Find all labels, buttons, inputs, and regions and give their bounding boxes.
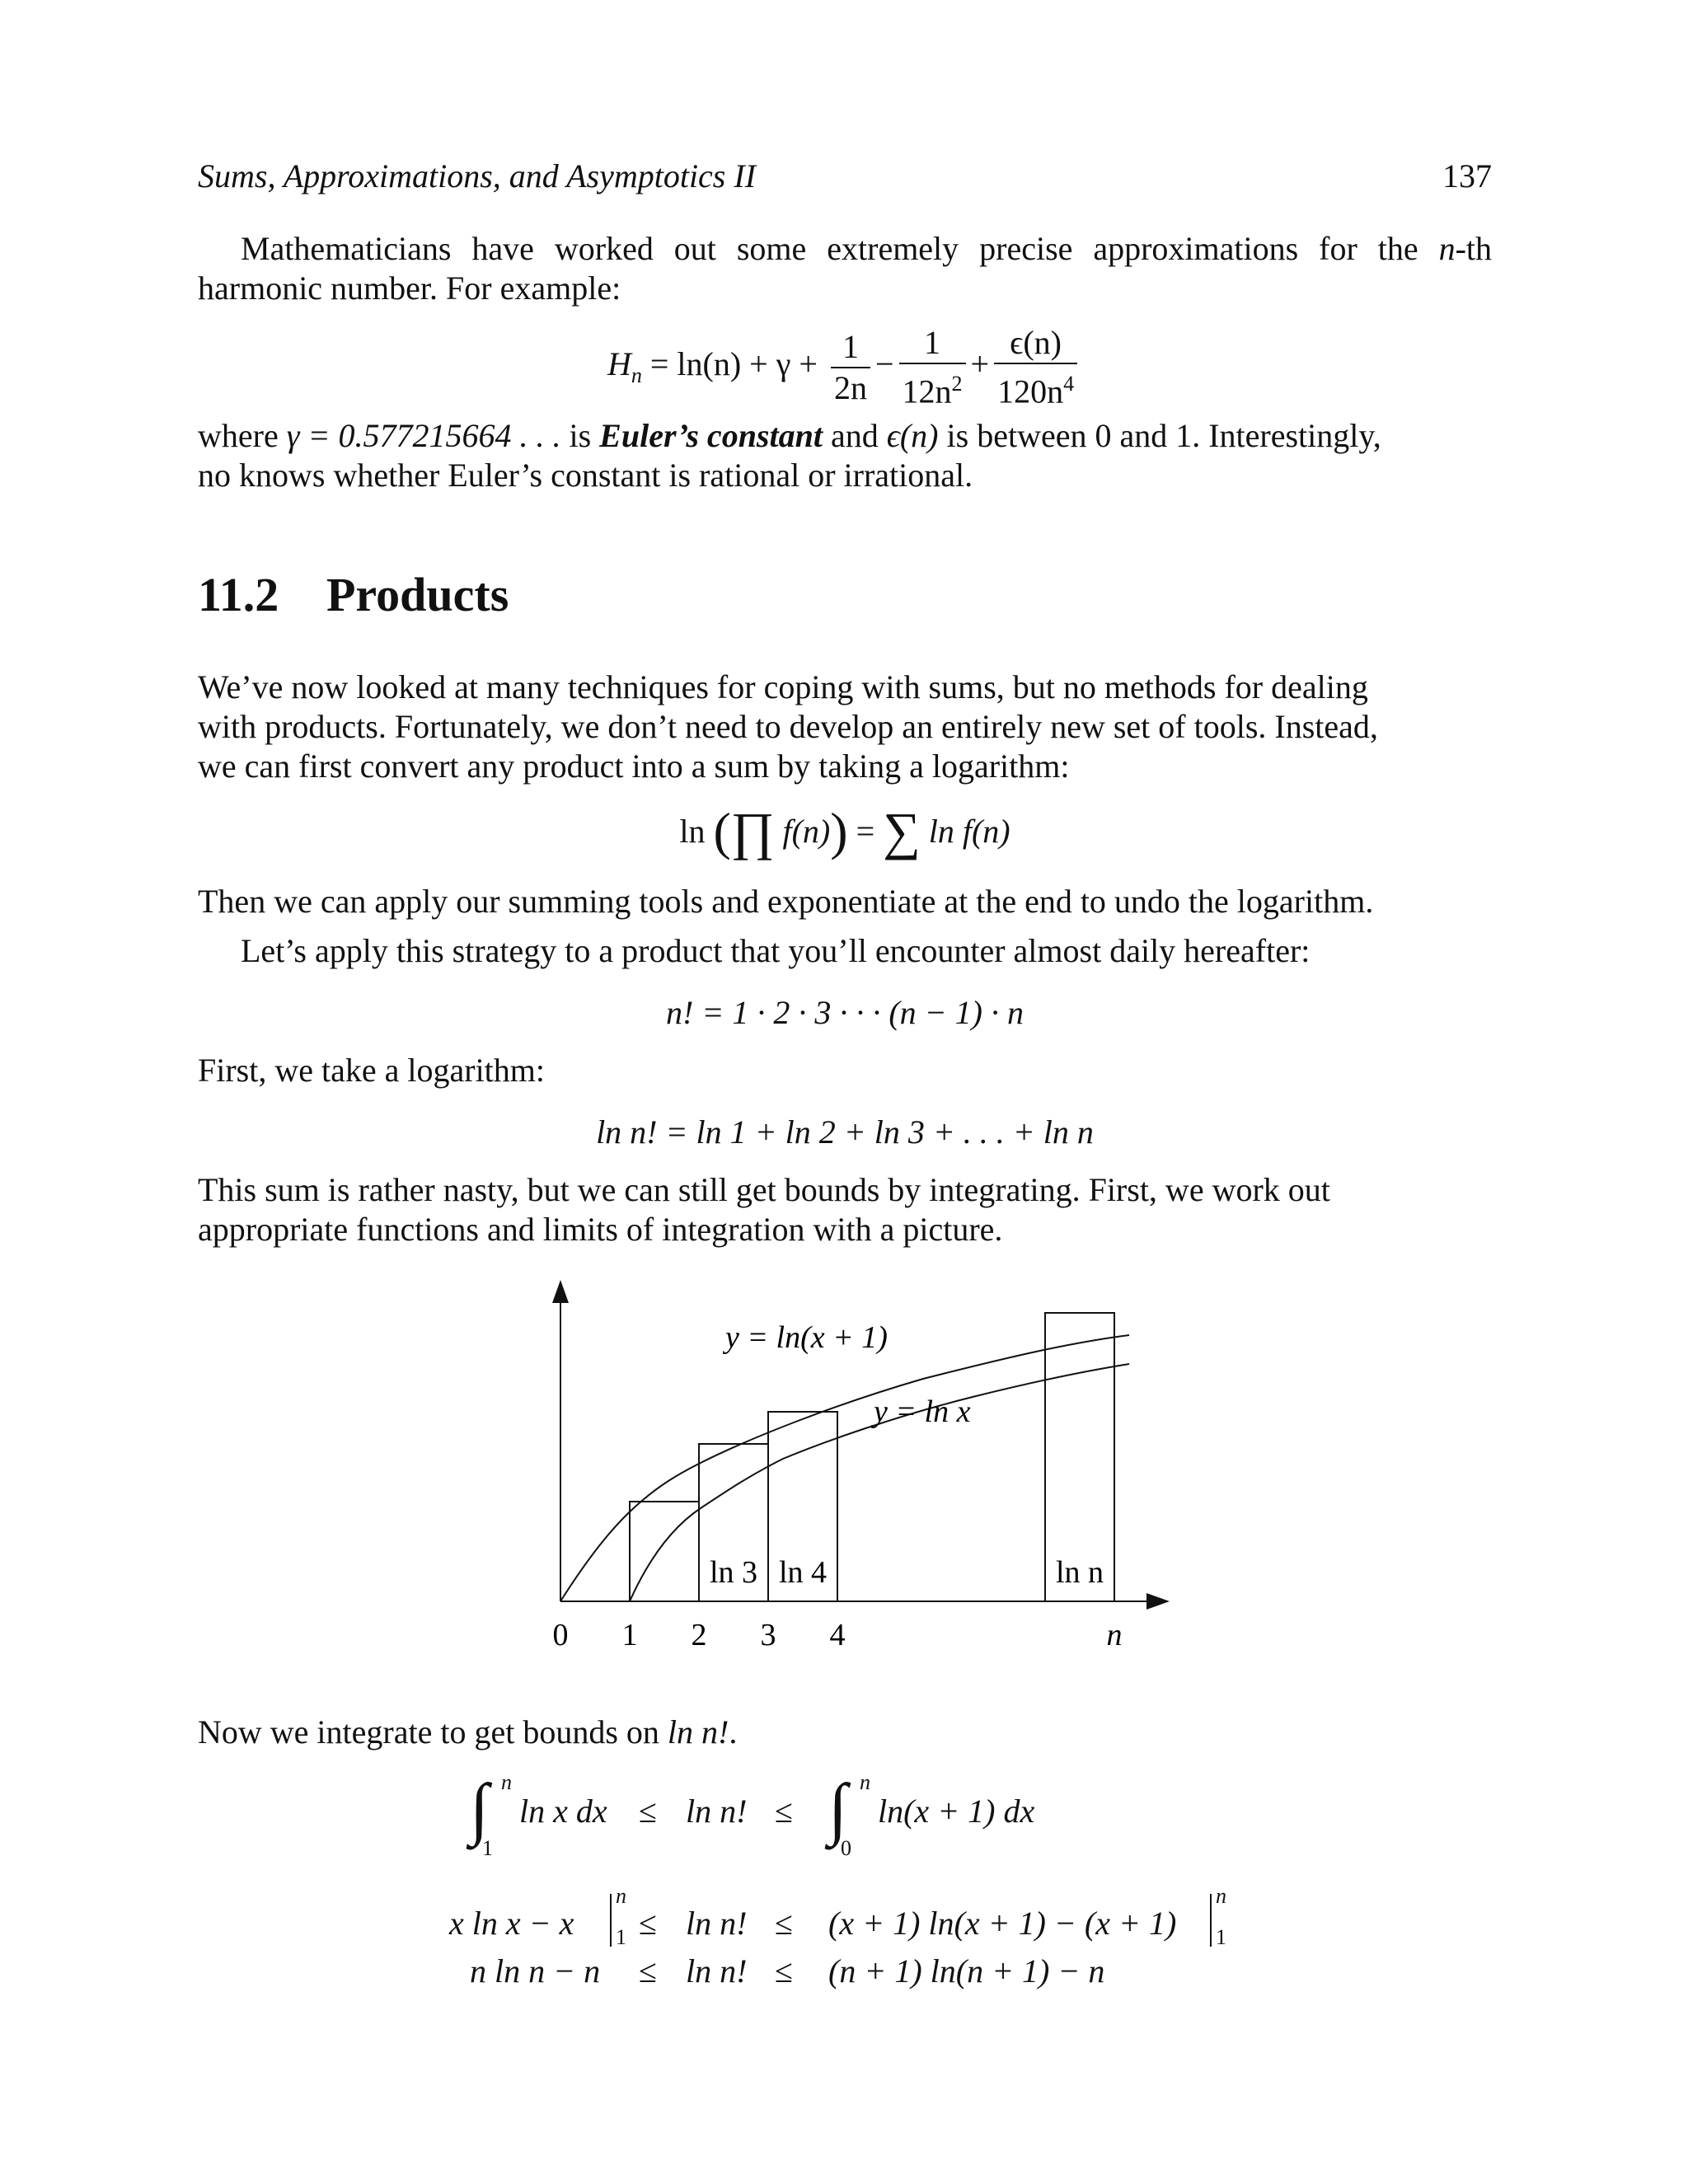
x-tick-label: 4 xyxy=(829,1618,846,1652)
paragraph-bounds: This sum is rather nasty, but we can still get bounds by integrating. First, we work out appropriate functions and limits of integration with a picture. xyxy=(198,1171,1330,1248)
box-label: ln n xyxy=(1055,1555,1104,1590)
paragraph-strategy: Let’s apply this strategy to a product that you’ll encounter almost daily hereafter: xyxy=(241,932,1311,969)
bounds-derivation: ∫ n 1 ln x dx ≤ ln n! ≤ ∫ n 0 ln(x + 1) dx x ln x − x n 1 ≤ ln n! ≤ (x + 1) ln(x + 1) − (x + 1) n 1 n ln n − n ≤ ln n! ≤ (n + 1) ln(n + 1) − n xyxy=(449,1770,1226,1990)
fraction-1: $\frac{1}{2n}$ xyxy=(831,327,870,408)
equation-harmonic: $H_n = \ln(n) + \gamma$ + $\frac{1}{2n}$ − $\frac{1}{12n^2}$ + $\frac{\epsilon(n)}{120n^4}$ xyxy=(198,323,1492,411)
x-tick-label: 2 xyxy=(691,1618,707,1652)
section-number: 11.2 xyxy=(198,568,279,621)
paragraph-take-log: First, we take a logarithm: xyxy=(198,1052,546,1089)
term-eulers-constant: Euler’s constant xyxy=(599,417,823,454)
equation-log-product: ln (∏ f(n)) = ∑ ln f(n) xyxy=(679,802,1010,860)
x-tick-label: 0 xyxy=(552,1618,569,1652)
evaluation-bar xyxy=(1210,1894,1212,1947)
label-y-ln-x-plus-1: y = ln(x + 1) xyxy=(725,1320,888,1355)
x-tick-label: 1 xyxy=(621,1618,638,1652)
section-heading xyxy=(198,567,509,622)
box-label: ln 4 xyxy=(778,1555,828,1590)
evaluation-bar xyxy=(610,1894,612,1947)
paragraph-integrate: Now we integrate to get bounds on ln n!. xyxy=(198,1713,738,1750)
fraction-2: $\frac{1}{12n^2}$ xyxy=(899,323,966,411)
running-header xyxy=(198,157,1492,195)
page-number: 137 xyxy=(1442,157,1492,194)
header-title: Sums, Approximations, and Asymptotics II xyxy=(198,157,757,194)
integration-figure xyxy=(552,1273,1253,1669)
fraction-3: $\frac{\epsilon(n)}{120n^4}$ xyxy=(994,323,1077,411)
box-label: ln 3 xyxy=(709,1555,758,1590)
section-title: Products xyxy=(326,568,509,621)
x-tick-label: n xyxy=(1106,1618,1123,1652)
label-y-ln-x: y = ln x xyxy=(874,1394,971,1429)
equation-ln-factorial: ln n! = ln 1 + ln 2 + ln 3 + . . . + ln n xyxy=(596,1113,1094,1151)
paragraph-euler: where γ = 0.577215664 . . . is Euler’s constant and ϵ(n) is between 0 and 1. Interestingly, no knows whether Euler’s constant is rational or irrational. xyxy=(198,417,1381,494)
paragraph-exponentiate: Then we can apply our summing tools and exponentiate at the end to undo the logarithm. xyxy=(198,883,1374,920)
paragraph-intro: Mathematicians have worked out some extremely precise approximations for the n-th harmonic number. For example: xyxy=(198,230,1492,307)
equation-factorial: n! = 1 · 2 · 3 · · · (n − 1) · n xyxy=(666,994,1024,1031)
paragraph-products: We’ve now looked at many techniques for coping with sums, but no methods for dealing with products. Fortunately, we don’t need to develop an entirely new set of tools. Instead, we can first convert any product into a sum by taking a logarithm: xyxy=(198,668,1378,785)
x-tick-label: 3 xyxy=(760,1618,776,1652)
curve-ln-x-plus-1 xyxy=(560,1335,1129,1601)
